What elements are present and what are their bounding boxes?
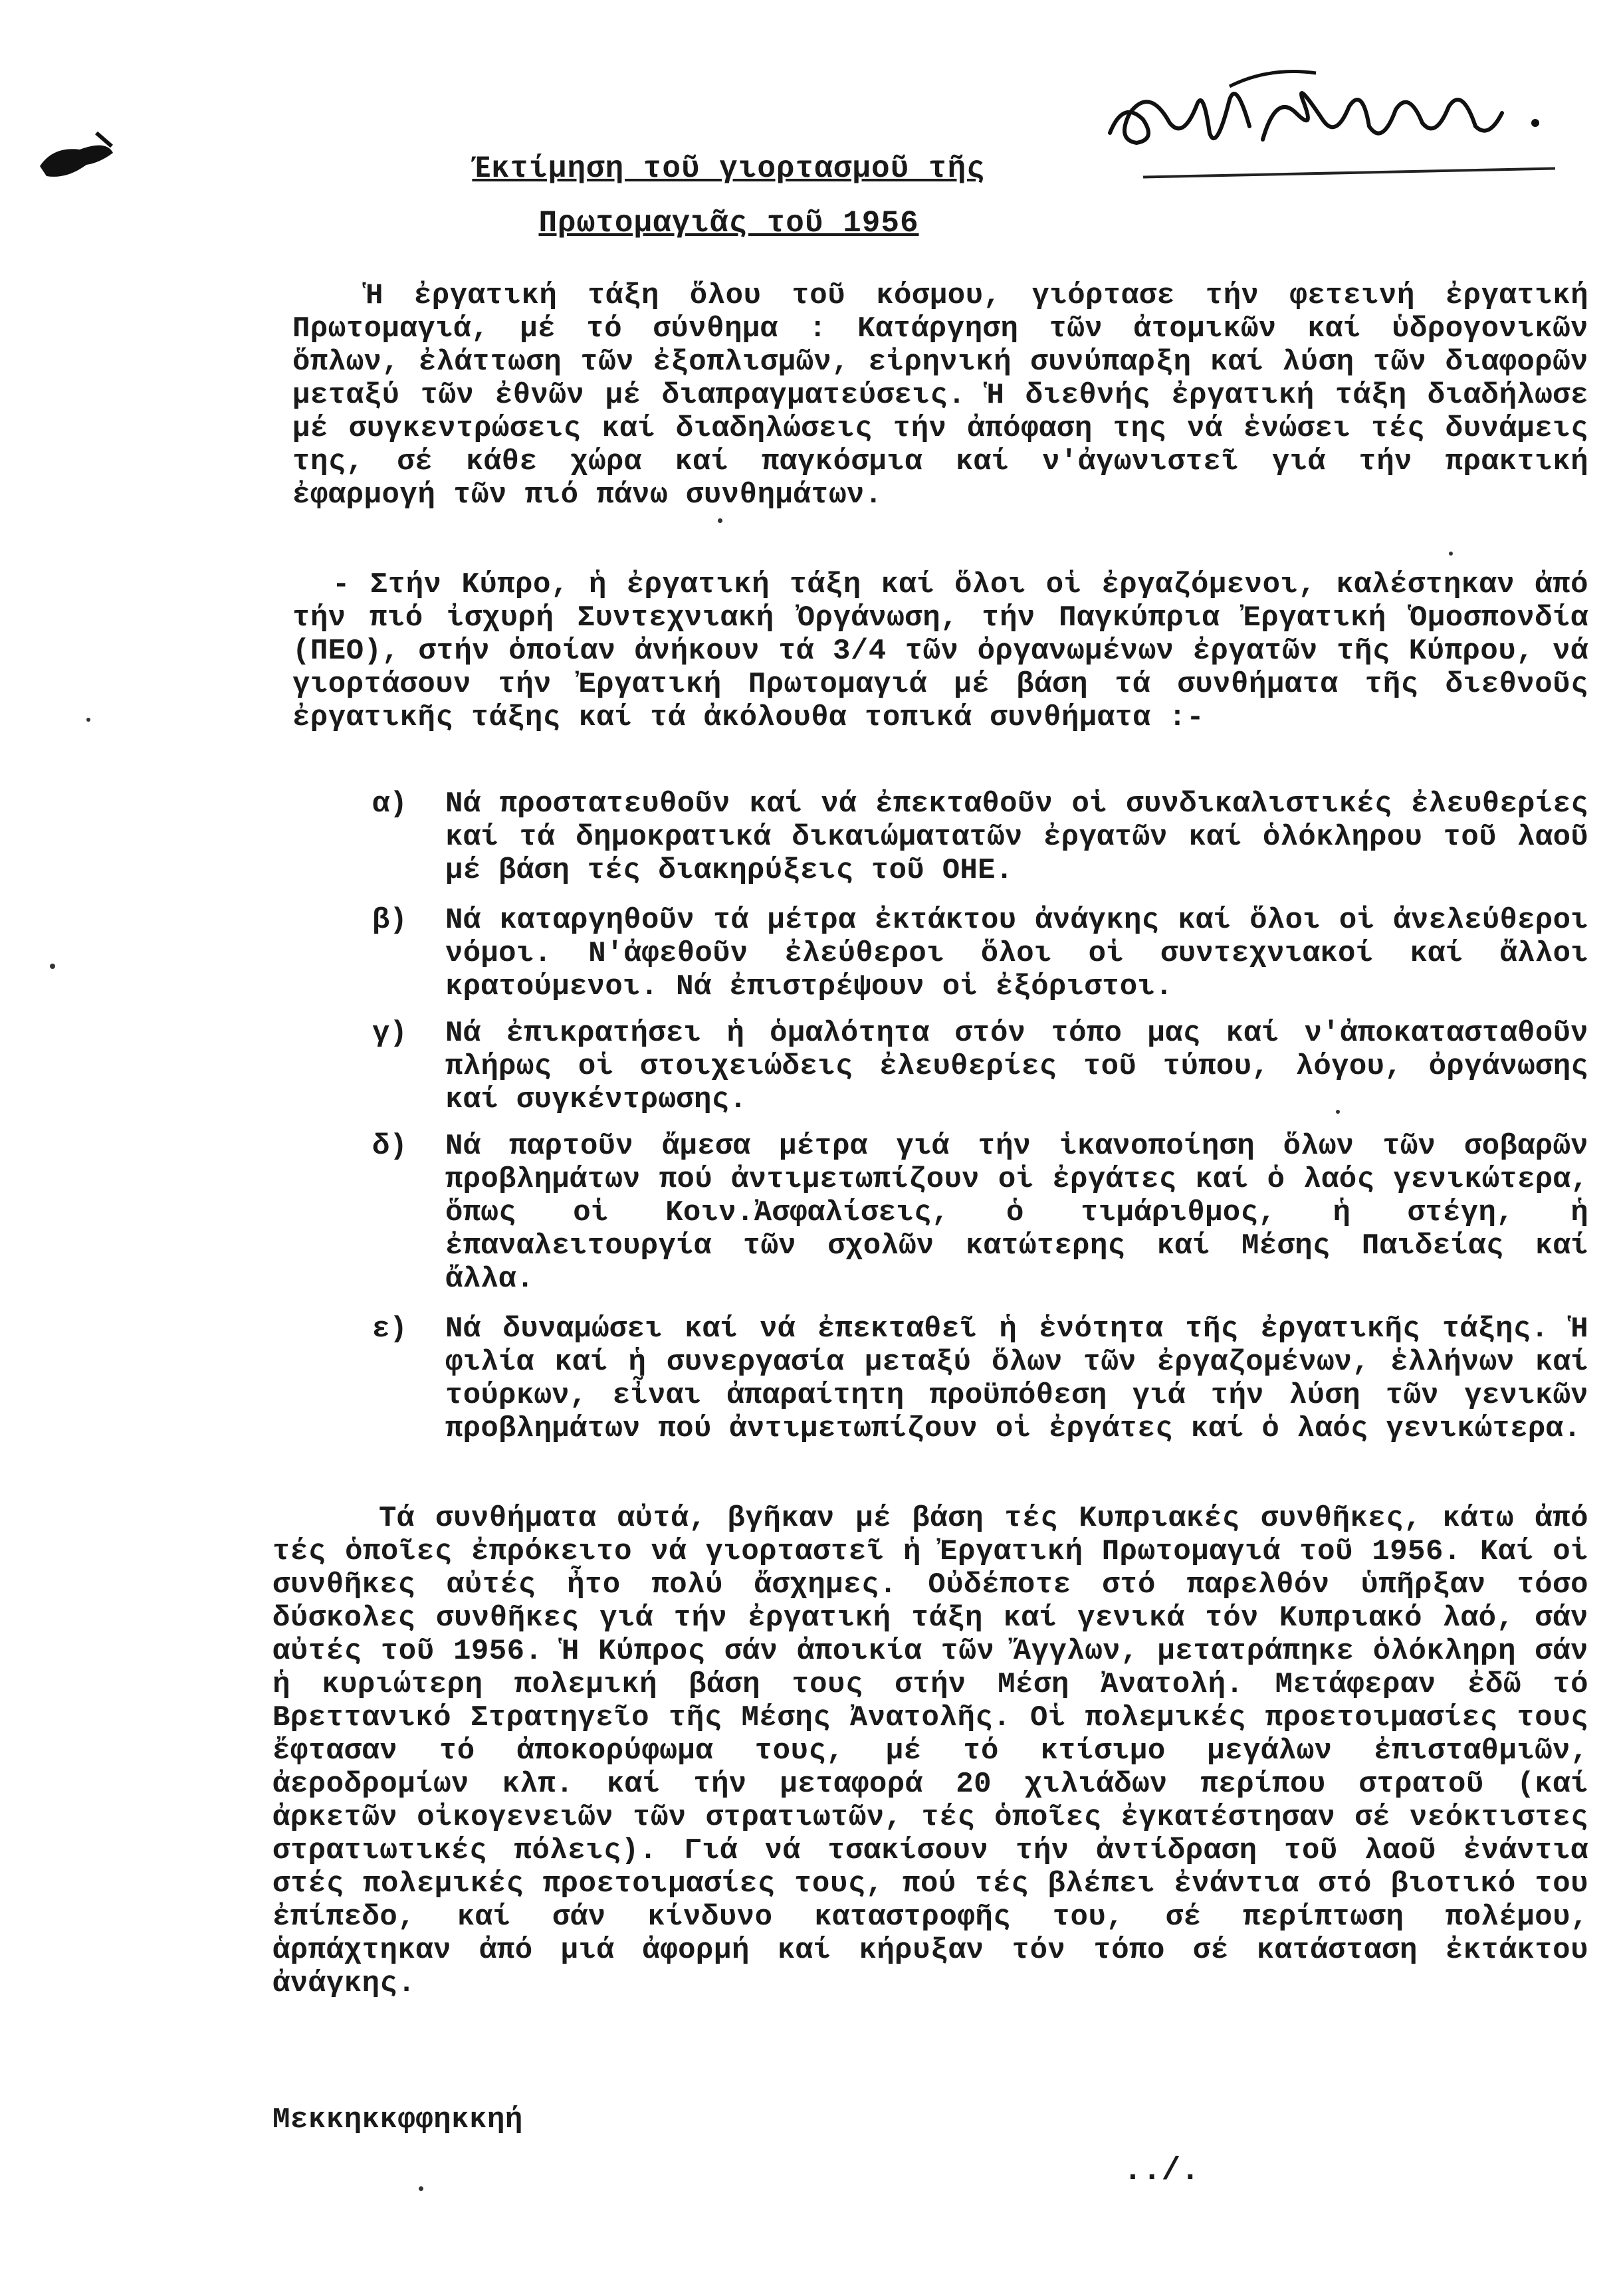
paper-speck bbox=[86, 718, 90, 722]
paragraph-2: - Στήν Κύπρο, ἡ ἐργατική τάξη καί ὅλοι οἱ ἐργαζόμενοι, καλέστηκαν ἀπό τήν πιό ἰσχυρή Συντεχνιακή Ὀργάνωση, τήν Παγκύπρια Ἐργατική Ὁμοσπονδία (ΠΕΟ), στήν ὁποίαν ἀνήκουν τά 3/4 τῶν ὀργανωμένων ἐργατῶν τῆς Κύπρου, νά γιορτάσουν τήν Ἐργατική Πρωτομαγιά μέ βάση τά συνθήματα τῆς διεθνοῦς ἐργατικῆς τάξης καί τά ἀκόλουθα τοπικά συνθήματα :- bbox=[292, 568, 1588, 734]
handwritten-signature bbox=[1097, 60, 1562, 159]
struck-through-text: Μεκκηκκφφηκκηή bbox=[272, 2103, 523, 2137]
closing-paragraph: Τά συνθήματα αὐτά, βγῆκαν μέ βάση τές Κυπριακές συνθῆκες, κάτω ἀπό τές ὁποῖες ἐπρόκειτο νά γιορταστεῖ ἡ Ἐργατική Πρωτομαγιά τοῦ 1956. Καί οἱ συνθῆκες αὐτές ἦτο πολύ ἄσχημες. Οὐδέποτε στό παρελθόν ὑπῆρξαν τόσο δύσκολες συνθῆκες γιά τήν ἐργατική τάξη καί γενικά τόν Κυπριακό λαό, σάν αὐτές τοῦ 1956. Ἡ Κύπρος σάν ἀποικία τῶν Ἄγγλων, μετατράπηκε ὁλόκληρη σάν ἡ κυριώτερη πολεμική βάση τους στήν Μέση Ἀνατολή. Μετάφεραν ἐδῶ τό Βρεττανικό Στρατηγεῖο τῆς Μέσης Ἀνατολῆς. Οἱ πολεμικές προετοιμασίες τους ἔφτασαν τό ἀποκορύφωμα τους, μέ τό κτίσιμο μεγάλων ἐπισταθμιῶν, ἀεροδρομίων κλπ. καί τήν μεταφορά 20 χιλιάδων περίπου στρατοῦ (καί ἀρκετῶν οἰκογενειῶν τῶν στρατιωτῶν, τές ὁποῖες ἐγκατέστησαν σέ νεόκτιστες στρατιωτικές πόλεις). Γιά νά τσακίσουν τήν ἀντίδραση τοῦ λαοῦ ἐνάντια στές πολεμικές προετοιμασίες τους, πού τές βλέπει ἐνάντια στό βιοτικό του ἐπίπεδο, καί σάν κίνδυνο καταστροφῆς του, σέ περίπτωση πολέμου, ἁρπάχτηκαν ἀπό μιά ἀφορμή καί κήρυξαν τόν τόπο σέ κατάσταση ἐκτάκτου ἀνάγκης. bbox=[272, 1502, 1588, 2000]
list-marker: γ) bbox=[372, 1017, 407, 1050]
paper-speck bbox=[718, 518, 722, 523]
list-item-text: Νά προστατευθοῦν καί νά ἐπεκταθοῦν οἱ συνδικαλιστικές ἐλευθερίες καί τά δημοκρατικά δικαιώματατῶν ἐργατῶν καί ὁλόκληρου τοῦ λαοῦ μέ βάση τές διακηρύξεις τοῦ ΟΗΕ. bbox=[445, 787, 1588, 887]
list-marker: α) bbox=[372, 787, 407, 821]
continuation-mark: ../. bbox=[1123, 2153, 1200, 2189]
list-item-text: Νά ἐπικρατήσει ἡ ὁμαλότητα στόν τόπο μας καί ν'ἀποκατασταθοῦν πλήρως οἱ στοιχειώδεις ἐλευθερίες τοῦ τύπου, λόγου, ὀργάνωσης καί συγκέντρωσης. bbox=[445, 1017, 1588, 1116]
paper-speck bbox=[1449, 552, 1453, 556]
document-title-line-2: Πρωτομαγιᾶς τοῦ 1956 bbox=[538, 206, 919, 241]
list-item-text: Νά παρτοῦν ἄμεσα μέτρα γιά τήν ἱκανοποίηση ὅλων τῶν σοβαρῶν προβλημάτων πού ἀντιμετωπίζουν οἱ ἐργάτες καί ὁ λαός γενικώτερα, ὅπως οἱ Κοιν.Ἀσφαλίσεις, ὁ τιμάριθμος, ἡ στέγη, ἡ ἐπαναλειτουργία τῶν σχολῶν κατώτερης καί Μέσης Παιδείας καί ἄλλα. bbox=[445, 1130, 1588, 1296]
document-title-line-1: Έκτίμηση τοῦ γιορτασμοῦ τῆς bbox=[472, 152, 986, 186]
list-marker: δ) bbox=[372, 1130, 407, 1163]
paragraph-1: Ἡ ἐργατική τάξη ὅλου τοῦ κόσμου, γιόρτασε τήν φετεινή ἐργατική Πρωτομαγιά, μέ τό σύνθημα : Κατάργηση τῶν ἀτομικῶν καί ὑδρογονικῶν ὅπλων, ἐλάττωση τῶν ἐξοπλισμῶν, εἰρηνική συνύπαρξη καί λύση τῶν διαφορῶν μεταξύ τῶν ἐθνῶν μέ διαπραγματεύσεις. Ἡ διεθνής ἐργατική τάξη διαδήλωσε μέ συγκεντρώσεις καί διαδηλώσεις τήν ἀπόφαση της νά ἑνώσει τές δυνάμεις της, σέ κάθε χώρα καί παγκόσμια καί ν'ἀγωνιστεῖ γιά τήν πρακτική ἐφαρμογή τῶν πιό πάνω συνθημάτων. bbox=[292, 279, 1588, 512]
list-marker: ε) bbox=[372, 1312, 407, 1346]
list-item-text: Νά καταργηθοῦν τά μέτρα ἐκτάκτου ἀνάγκης καί ὅλοι οἱ ἀνελεύθεροι νόμοι. Ν'ἀφεθοῦν ἐλεύθεροι ὅλοι οἱ συντεχνιακοί καί ἄλλοι κρατούμενοι. Νά ἐπιστρέψουν οἱ ἐξόριστοι. bbox=[445, 904, 1588, 1003]
list-marker: β) bbox=[372, 904, 407, 937]
paper-speck bbox=[419, 2186, 423, 2191]
paper-speck bbox=[1336, 1110, 1340, 1114]
list-item-text: Νά δυναμώσει καί νά ἐπεκταθεῖ ἡ ἑνότητα τῆς ἐργατικῆς τάξης. Ἡ φιλία καί ἡ συνεργασία μεταξύ ὅλων τῶν ἐργαζομένων, ἑλλήνων καί τούρκων, εἶναι ἀπαραίτητη προϋπόθεση γιά τήν λύση τῶν γενικῶν προβλημάτων πού ἀντιμετωπίζουν οἱ ἐργάτες καί ὁ λαός γενικώτερα. bbox=[445, 1312, 1588, 1445]
paper-speck bbox=[50, 964, 55, 969]
